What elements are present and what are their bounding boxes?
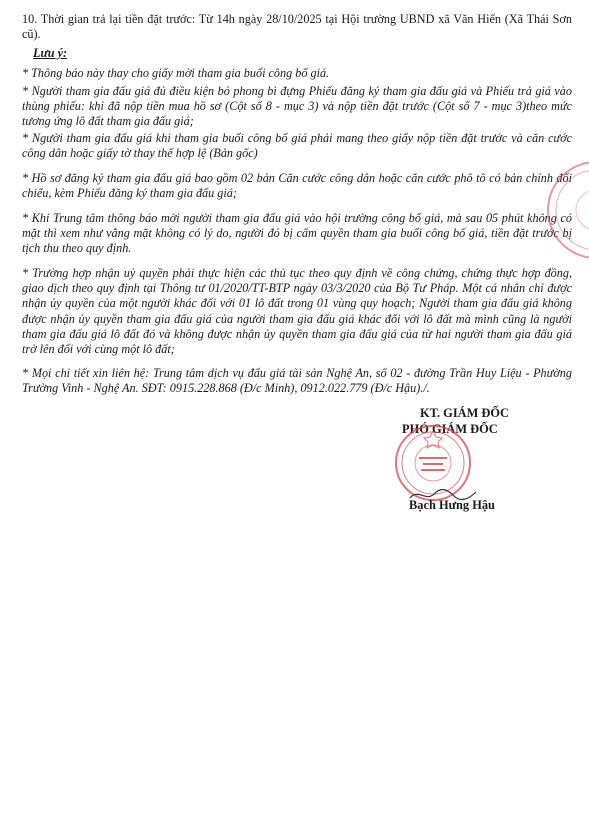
note-item-6: * Trường hợp nhận uỷ quyền phải thực hiện các thủ tục theo quy định về công chứng, chứng thực hợp đồng, giao dịch theo quy định tại Thông tư 01/2020/TT-BTP ngày 03/3/2020 của Bộ Tư Pháp. Một cá nhân chỉ được nhận ủy quyền của một người khác đối với 01 lô đất trong 01 vùng quy hoạch; Người tham gia đấu giá không được nhận ủy quyền tham gia đấu giá của người tham gia đấu giá khác đối với lô đất mà mình cũng là người tham gia đấu giá lô đất đó và không được nhận ủy quyền tham gia đấu giá của từ hai người tham gia đấu giá trở lên đối với cùng một lô đất;	[22, 266, 572, 357]
refund-time-paragraph: 10. Thời gian trả lại tiền đặt trước: Từ 14h ngày 28/10/2025 tại Hội trường UBND xã Văn Hiến (Xã Thái Sơn cũ).	[22, 12, 572, 42]
note-item-2: * Người tham gia đấu giá đủ điều kiện bỏ phong bì đựng Phiếu đăng ký tham gia đấu giá và Phiếu trả giá vào thùng phiếu: khi đã nộp tiền mua hồ sơ (Cột số 8 - mục 3) và nộp tiền đặt trước (Cột số 7 - mục 3)theo mức tương ứng lô đất tham gia đấu giá;	[22, 84, 572, 129]
sign-title-1: KT. GIÁM ĐỐC	[420, 406, 509, 420]
side-seal-stamp	[538, 150, 589, 270]
sign-title-2: PHÓ GIÁM ĐỐC	[402, 422, 498, 436]
note-item-7: * Mọi chi tiết xin liên hệ: Trung tâm dịch vụ đấu giá tài sản Nghệ An, số 02 - đường Trần Huy Liệu - Phường Trường Vinh - Nghệ An. SĐT: 0915.228.868 (Đ/c Minh), 0912.022.779 (Đ/c Hậu)./.	[22, 366, 572, 396]
signer-name: Bạch Hưng Hậu	[409, 498, 495, 512]
note-item-1: * Thông báo này thay cho giấy mời tham gia buổi công bố giá.	[22, 66, 330, 80]
note-item-3: * Người tham gia đấu giá khi tham gia buổi công bố giá phải mang theo giấy nộp tiền đặt trước và căn cước công dân hoặc giấy tờ thay thế hợp lệ (Bản gốc)	[22, 131, 572, 161]
note-item-5: * Khi Trung tâm thông báo mời người tham gia đấu giá vào hội trường công bố giá, mà sau 05 phút không có mặt thì xem như vắng mặt không có lý do, người đó bị cấm quyền tham gia buổi công bố giá, tiền đặt trước bị tịch thu theo quy định.	[22, 211, 572, 256]
note-title: Lưu ý:	[33, 46, 68, 60]
note-item-4: * Hồ sơ đăng ký tham gia đấu giá bao gồm 02 bản Căn cước công dân hoặc căn cước phô tô có bản chính đối chiếu, kèm Phiếu đăng ký tham gia đấu giá;	[22, 171, 572, 201]
